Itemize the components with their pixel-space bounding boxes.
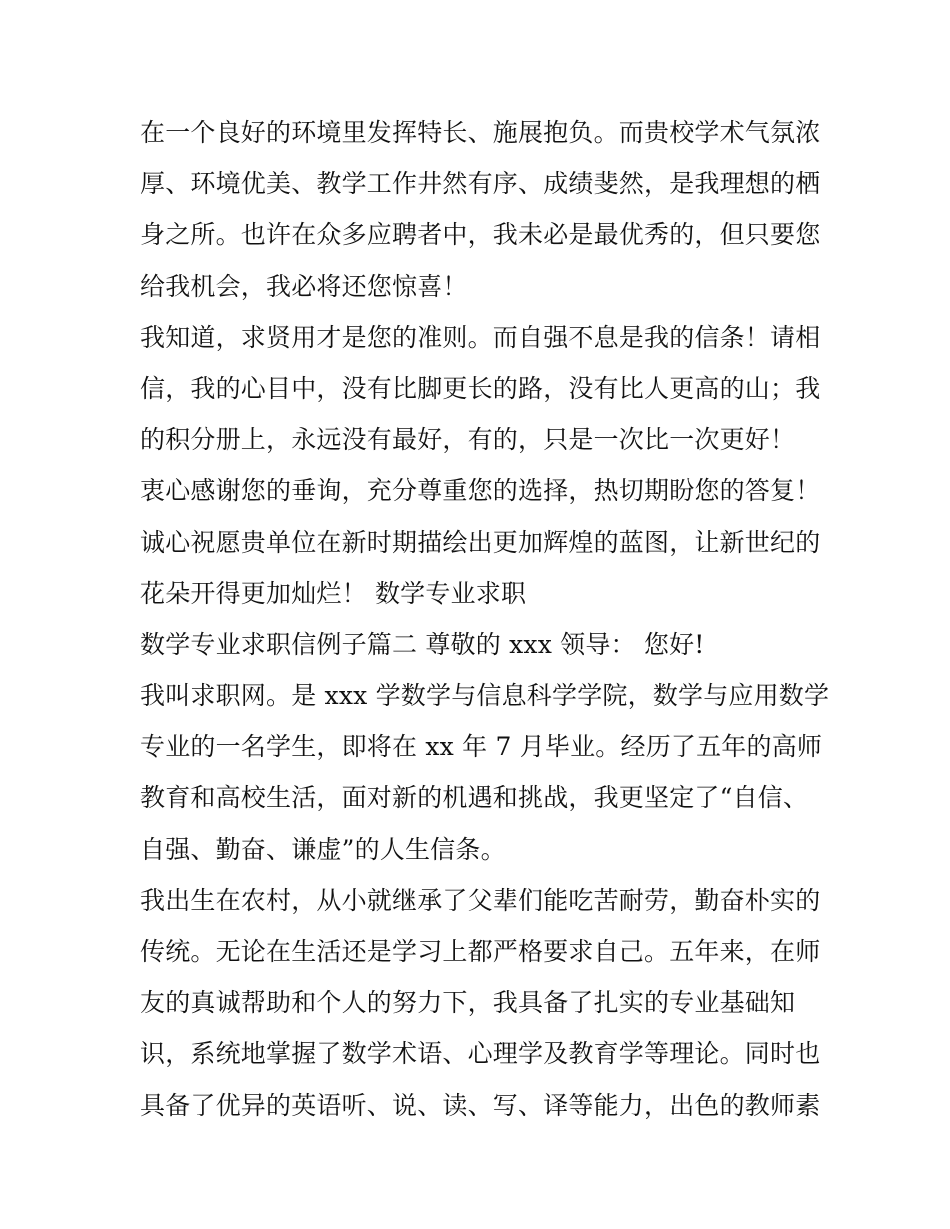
text-line: 友的真诚帮助和个人的努力下，我具备了扎实的专业基础知 <box>140 988 796 1018</box>
text-line: 的积分册上，永远没有最好，有的，只是一次比一次更好！ <box>140 425 796 455</box>
text-line: 教育和高校生活，面对新的机遇和挑战，我更坚定了“自信、 <box>140 783 809 813</box>
text-line: 专业的一名学生，即将在 xx 年 7 月毕业。经历了五年的高师 <box>140 732 823 762</box>
text-line: 身之所。也许在众多应聘者中，我未必是最优秀的，但只要您 <box>140 220 821 250</box>
text-line: 识，系统地掌握了数学术语、心理学及教育学等理论。同时也 <box>140 1039 821 1069</box>
body-text <box>140 107 830 1131</box>
text-line: 具备了优异的英语听、说、读、写、译等能力，出色的教师素 <box>140 1090 821 1120</box>
text-line: 信，我的心目中，没有比脚更长的路，没有比人更高的山；我 <box>140 373 821 403</box>
text-line: 自强、勤奋、谦虚”的人生信条。 <box>140 834 506 864</box>
text-line: 在一个良好的环境里发挥特长、施展抱负。而贵校学术气氛浓 <box>140 118 821 147</box>
text-line: 传统。无论在生活还是学习上都严格要求自己。五年来，在师 <box>140 937 821 966</box>
text-line: 我知道，求贤用才是您的准则。而自强不息是我的信条！请相 <box>140 322 821 352</box>
text-line: 给我机会，我必将还您惊喜！ <box>140 271 468 301</box>
text-line: 我叫求职网。是 xxx 学数学与信息科学学院，数学与应用数学 <box>140 681 830 711</box>
text-line: 数学专业求职信例子篇二 尊敬的 xxx 领导： 您好! <box>140 629 705 659</box>
text-line: 厚、环境优美、教学工作井然有序、成绩斐然，是我理想的栖 <box>140 169 821 199</box>
text-line: 花朵开得更加灿烂！ 数学专业求职 <box>140 578 527 608</box>
text-line: 诚心祝愿贵单位在新时期描绘出更加辉煌的蓝图，让新世纪的 <box>140 527 821 557</box>
text-line: 我出生在农村，从小就继承了父辈们能吃苦耐劳，勤奋朴实的 <box>140 885 821 915</box>
text-line: 衷心感谢您的垂询，充分尊重您的选择，热切期盼您的答复！ <box>140 476 821 506</box>
